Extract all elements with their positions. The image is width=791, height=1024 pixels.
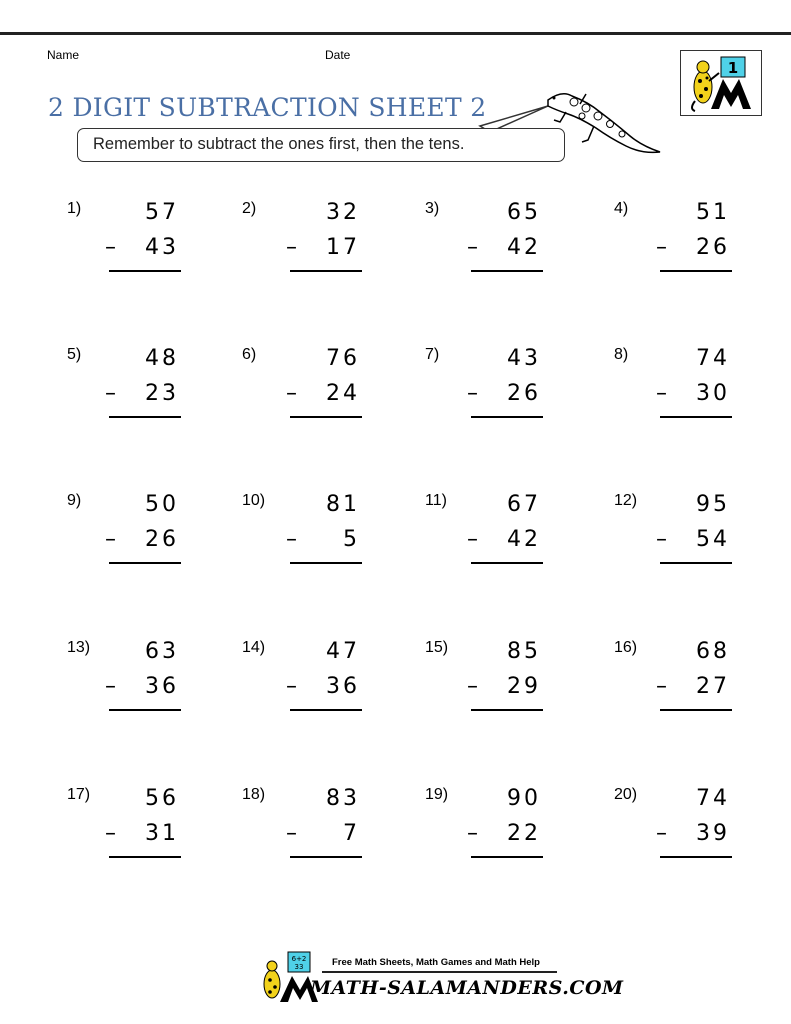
answer-line <box>109 270 181 272</box>
subtrahend: 30 <box>696 381 730 406</box>
problem-15 <box>425 639 541 709</box>
minus-sign: – <box>656 674 667 699</box>
minus-sign: – <box>656 381 667 406</box>
salamander-logo-icon <box>681 51 760 114</box>
problem-5 <box>67 346 179 416</box>
subtrahend: 17 <box>326 235 360 260</box>
minuend: 57 <box>145 200 179 225</box>
subtrahend: 26 <box>696 235 730 260</box>
answer-line <box>109 562 181 564</box>
problem-14 <box>242 639 360 709</box>
minuend: 65 <box>507 200 541 225</box>
subtrahend: 5 <box>343 527 360 552</box>
answer-line <box>290 856 362 858</box>
subtrahend: 23 <box>145 381 179 406</box>
problem-number: 4) <box>614 200 629 217</box>
problem-1 <box>67 200 179 270</box>
problem-number: 19) <box>425 786 449 803</box>
problem-number: 3) <box>425 200 440 217</box>
problem-number: 15) <box>425 639 449 656</box>
problem-9 <box>67 492 179 562</box>
subtrahend: 24 <box>326 381 360 406</box>
date-label: Date <box>325 48 351 62</box>
problem-number: 12) <box>614 492 638 509</box>
minus-sign: – <box>286 527 297 552</box>
problem-number: 14) <box>242 639 266 656</box>
problem-number: 7) <box>425 346 440 363</box>
minuend: 32 <box>326 200 360 225</box>
minus-sign: – <box>105 381 116 406</box>
subtrahend: 43 <box>145 235 179 260</box>
minuend: 74 <box>696 346 730 371</box>
minuend: 90 <box>507 786 541 811</box>
problem-number: 6) <box>242 346 257 363</box>
problem-number: 5) <box>67 346 82 363</box>
subtrahend: 54 <box>696 527 730 552</box>
minuend: 83 <box>326 786 360 811</box>
minus-sign: – <box>286 821 297 846</box>
math-salamanders-logo <box>680 50 762 116</box>
problem-number: 2) <box>242 200 257 217</box>
answer-line <box>109 416 181 418</box>
logo-badge-number: 1 <box>727 59 739 77</box>
minuend: 51 <box>696 200 730 225</box>
minus-sign: – <box>656 821 667 846</box>
name-label: Name <box>47 48 80 62</box>
minus-sign: – <box>105 674 116 699</box>
minuend: 48 <box>145 346 179 371</box>
top-rule <box>0 32 791 35</box>
problem-number: 8) <box>614 346 629 363</box>
minus-sign: – <box>105 527 116 552</box>
answer-line <box>290 416 362 418</box>
answer-line <box>290 562 362 564</box>
problem-3 <box>425 200 541 270</box>
answer-line <box>660 416 732 418</box>
problem-10 <box>242 492 360 562</box>
problem-18 <box>242 786 360 856</box>
subtrahend: 42 <box>507 527 541 552</box>
minuend: 74 <box>696 786 730 811</box>
subtrahend: 36 <box>145 674 179 699</box>
problem-number: 10) <box>242 492 266 509</box>
minuend: 85 <box>507 639 541 664</box>
subtrahend: 36 <box>326 674 360 699</box>
subtrahend: 31 <box>145 821 179 846</box>
problem-19 <box>425 786 541 856</box>
problem-20 <box>614 786 730 856</box>
footer-tagline: Free Math Sheets, Math Games and Math Help <box>332 957 540 968</box>
footer-rule <box>322 971 557 973</box>
problem-8 <box>614 346 730 416</box>
answer-line <box>471 562 543 564</box>
problem-number: 11) <box>425 492 447 509</box>
answer-line <box>660 270 732 272</box>
problem-12 <box>614 492 730 562</box>
problem-16 <box>614 639 730 709</box>
minuend: 56 <box>145 786 179 811</box>
footer-badge-bottom: 33 <box>294 963 304 971</box>
minus-sign: – <box>656 235 667 260</box>
minuend: 68 <box>696 639 730 664</box>
subtrahend: 29 <box>507 674 541 699</box>
instruction-text: Remember to subtract the ones first, then the tens. <box>93 135 465 153</box>
minuend: 67 <box>507 492 541 517</box>
problem-number: 9) <box>67 492 82 509</box>
minuend: 47 <box>326 639 360 664</box>
answer-line <box>660 709 732 711</box>
answer-line <box>471 416 543 418</box>
footer-badge-top: 6+2 <box>291 955 307 963</box>
problem-7 <box>425 346 541 416</box>
problem-number: 17) <box>67 786 91 803</box>
minus-sign: – <box>105 235 116 260</box>
minuend: 50 <box>145 492 179 517</box>
minus-sign: – <box>286 381 297 406</box>
answer-line <box>471 856 543 858</box>
answer-line <box>290 270 362 272</box>
minus-sign: – <box>467 674 478 699</box>
problem-number: 16) <box>614 639 638 656</box>
minus-sign: – <box>467 821 478 846</box>
problem-4 <box>614 200 730 270</box>
minus-sign: – <box>105 821 116 846</box>
minus-sign: – <box>467 527 478 552</box>
problem-2 <box>242 200 360 270</box>
answer-line <box>660 856 732 858</box>
subtrahend: 7 <box>343 821 360 846</box>
problem-11 <box>425 492 541 562</box>
problem-number: 13) <box>67 639 91 656</box>
subtrahend: 39 <box>696 821 730 846</box>
problem-13 <box>67 639 179 709</box>
answer-line <box>290 709 362 711</box>
footer-site-name: MATH-SALAMANDERS.COM <box>310 977 624 999</box>
answer-line <box>109 709 181 711</box>
problem-number: 1) <box>67 200 82 217</box>
minuend: 95 <box>696 492 730 517</box>
minus-sign: – <box>286 674 297 699</box>
subtrahend: 27 <box>696 674 730 699</box>
minus-sign: – <box>286 235 297 260</box>
answer-line <box>109 856 181 858</box>
subtrahend: 22 <box>507 821 541 846</box>
minuend: 76 <box>326 346 360 371</box>
minus-sign: – <box>467 235 478 260</box>
subtrahend: 26 <box>507 381 541 406</box>
minuend: 81 <box>326 492 360 517</box>
problem-6 <box>242 346 360 416</box>
answer-line <box>660 562 732 564</box>
subtrahend: 26 <box>145 527 179 552</box>
worksheet-title: 2 DIGIT SUBTRACTION SHEET 2 <box>48 93 487 122</box>
answer-line <box>471 709 543 711</box>
subtrahend: 42 <box>507 235 541 260</box>
minus-sign: – <box>656 527 667 552</box>
minuend: 43 <box>507 346 541 371</box>
minuend: 63 <box>145 639 179 664</box>
minus-sign: – <box>467 381 478 406</box>
answer-line <box>471 270 543 272</box>
problem-17 <box>67 786 179 856</box>
problem-number: 18) <box>242 786 266 803</box>
problem-number: 20) <box>614 786 638 803</box>
